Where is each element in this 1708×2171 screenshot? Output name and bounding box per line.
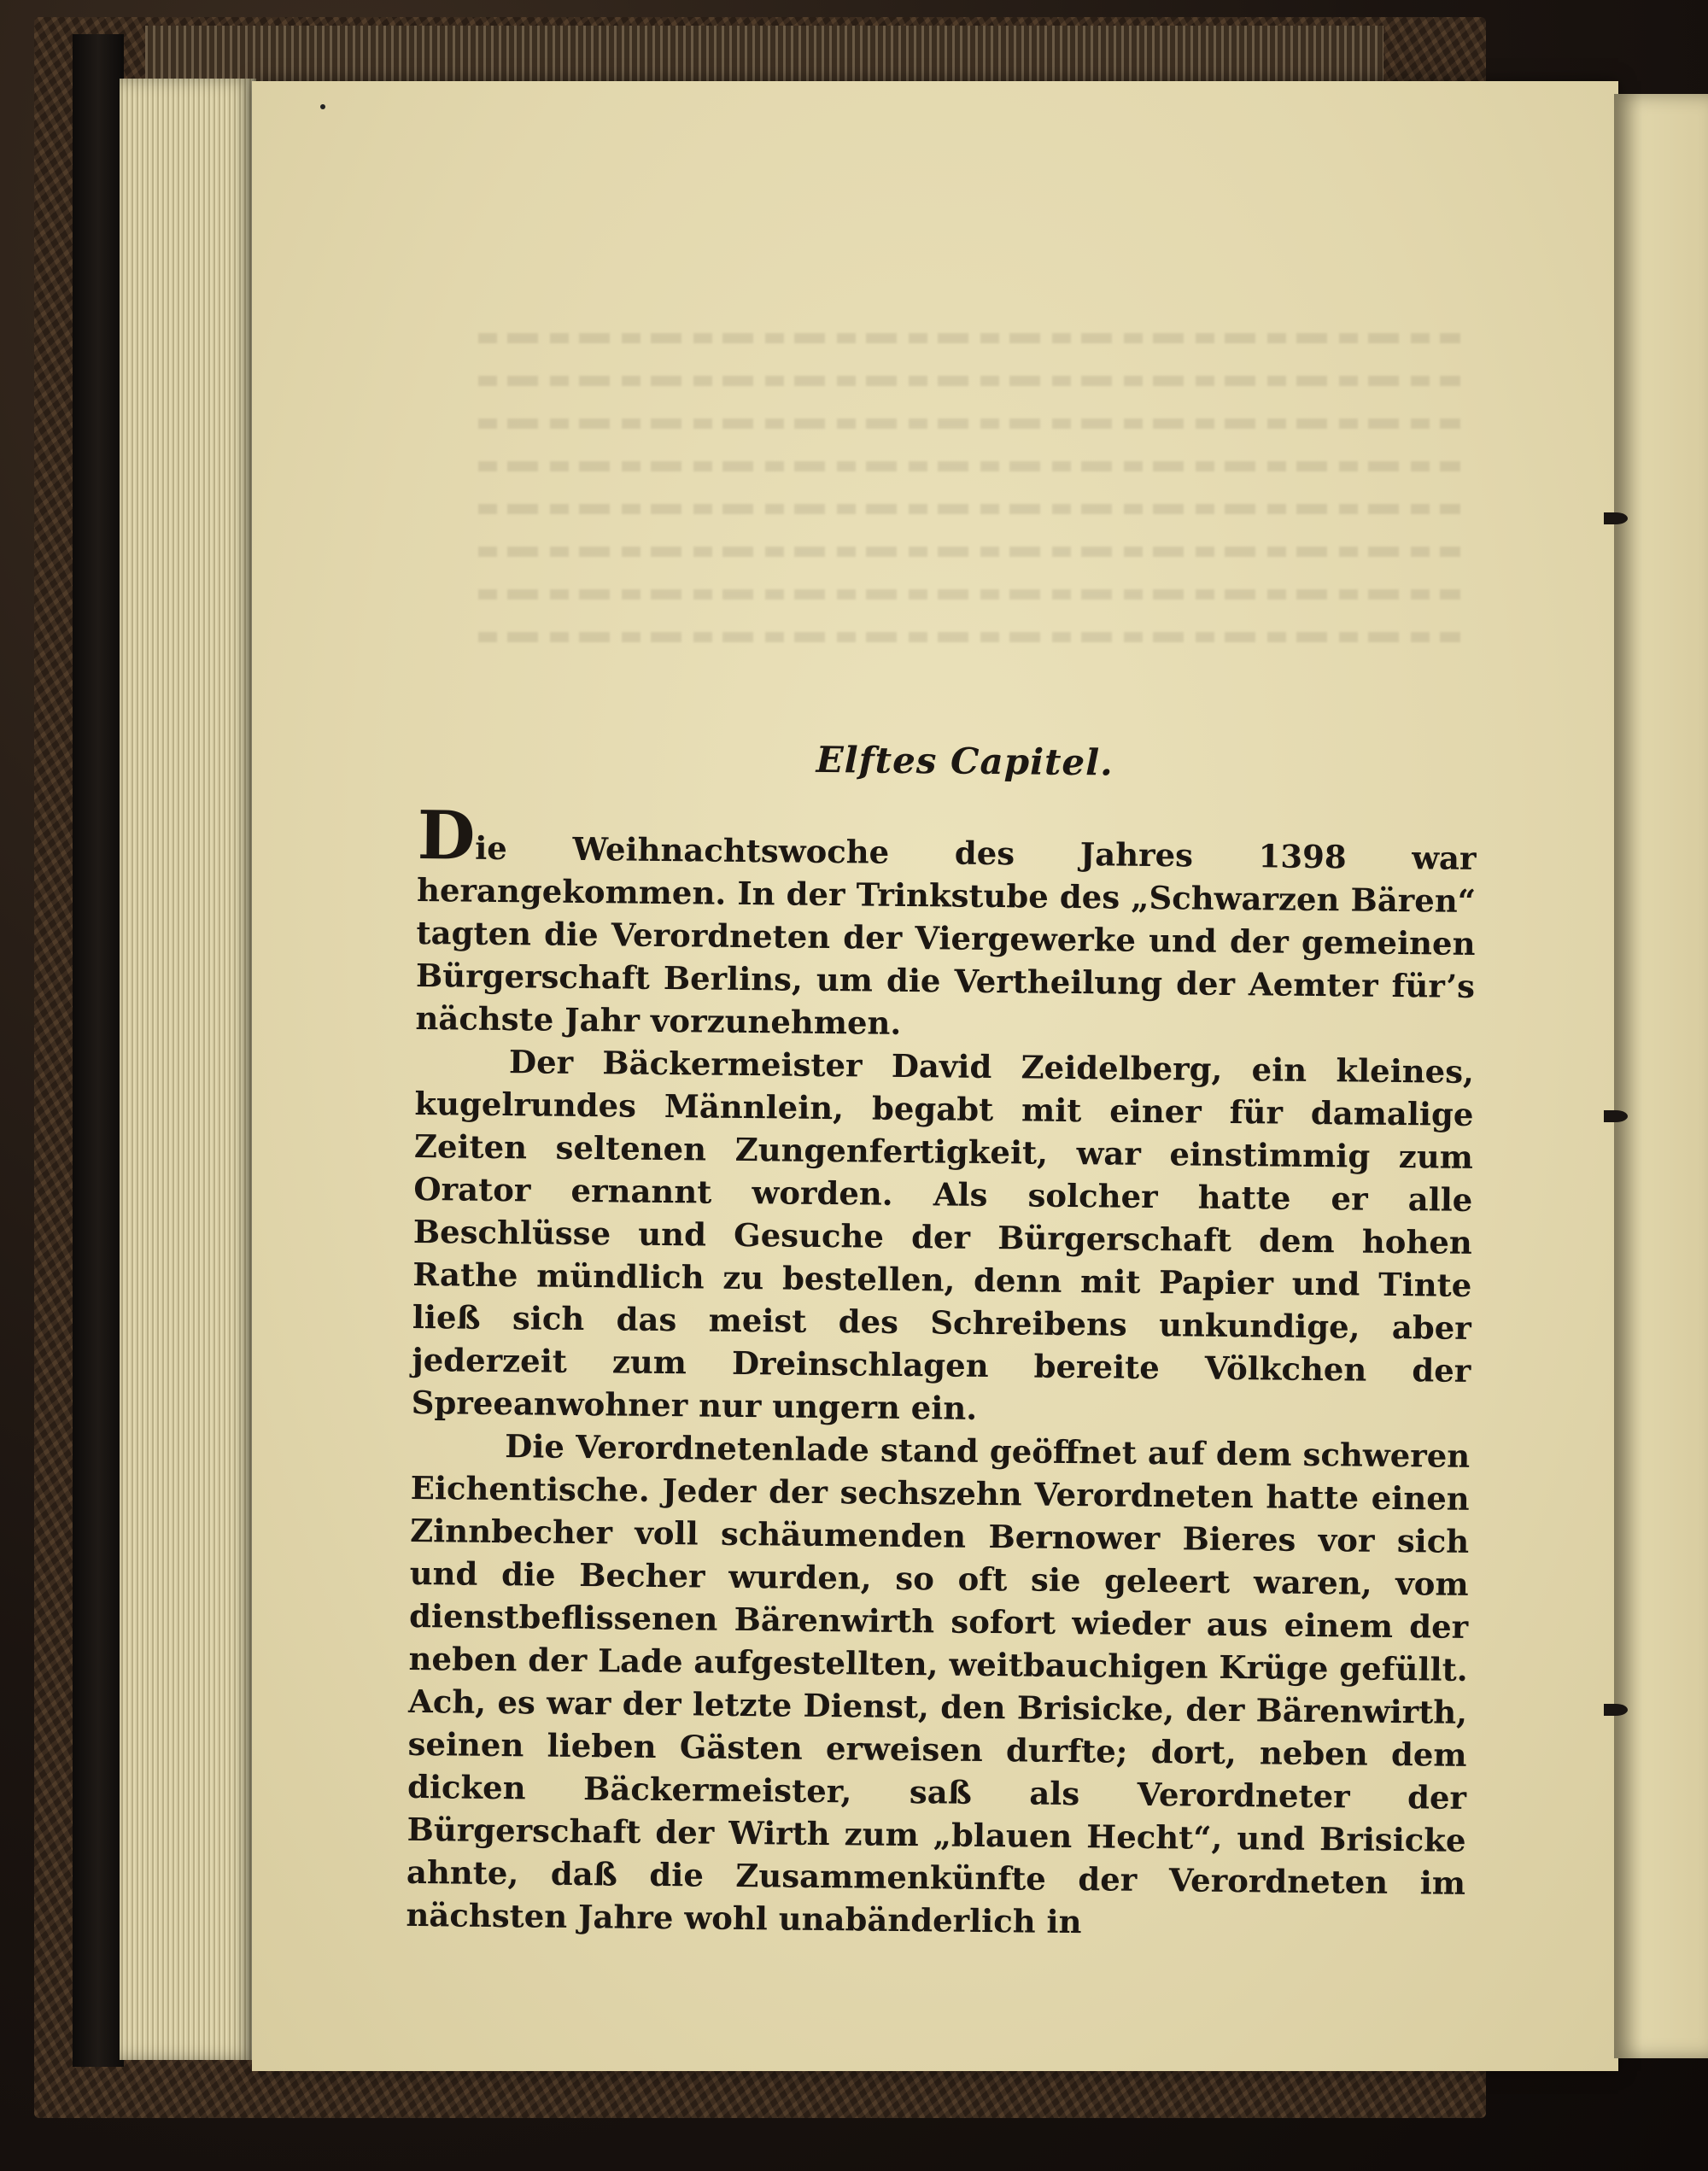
ghost-line (478, 632, 1460, 642)
stacked-page-edges (120, 79, 256, 2060)
gutter-notch (1604, 1110, 1628, 1122)
book-spine (73, 34, 124, 2067)
ghost-line (478, 589, 1460, 600)
gutter-notch (1604, 512, 1628, 524)
ghost-line (478, 504, 1460, 514)
chapter-title: Elftes Capitel. (816, 738, 1114, 784)
paragraph: Der Bäckermeister David Zeidelberg, ein kleines, kugelrundes Männlein, begabt mit einer für damalige Zeiten seltenen Zungenfertigkeit, war einstimmig zum Orator ernannt worden. Als solcher hatte er alle Beschlüsse und Gesuche der Bürgerschaft dem hohen Rathe mündlich zu bestellen, denn mit Papier und Tinte ließ sich das meist des Schreibens unkundige, aber jederzeit zum Dreinschlagen bereite Völkchen der Spreeanwohner nur ungern ein. (411, 1043, 1475, 1427)
bleed-through-text (478, 333, 1460, 794)
paragraph: Die Weihnachtswoche des Jahres 1398 war herangekommen. In der Trinkstube des „Schwarzen Bären“ tagten die Verordneten der Viergewerke und der gemeinen Bürgerschaft Berlins, um die Vertheilung der Aemter für’s nächste Jahr vorzunehmen. (415, 796, 1477, 1042)
ink-speck (320, 104, 325, 109)
page-text (406, 734, 1477, 1947)
facing-page-edge (1614, 94, 1708, 2058)
ghost-line (478, 333, 1460, 343)
gutter-notch (1604, 1704, 1628, 1716)
top-page-edges (145, 26, 1383, 85)
ghost-line (478, 376, 1460, 386)
ghost-line (478, 547, 1460, 557)
ghost-line (478, 461, 1460, 471)
paragraph: Die Verordnetenlade stand geöffnet auf dem schweren Eichentische. Jeder der sechszehn Verordneten hatte einen Zinnbecher voll schäumenden Bernower Bieres vor sich und die Becher wurden, so oft sie geleert waren, vom dienstbeflissenen Bärenwirth sofort wieder aus einem der neben der Lade aufgestellten, weitbauchigen Krüge gefüllt. Ach, es war der letzte Dienst, den Brisicke, der Bärenwirth, seinen lieben Gästen erweisen durfte; dort, neben dem dicken Bäckermeister, saß als Verordneter der Bürgerschaft der Wirth zum „blauen Hecht“, und Brisicke ahnte, daß die Zusammenkünfte der Verordneten im nächsten Jahre wohl unabänderlich in (406, 1427, 1471, 1941)
ghost-line (478, 418, 1460, 429)
